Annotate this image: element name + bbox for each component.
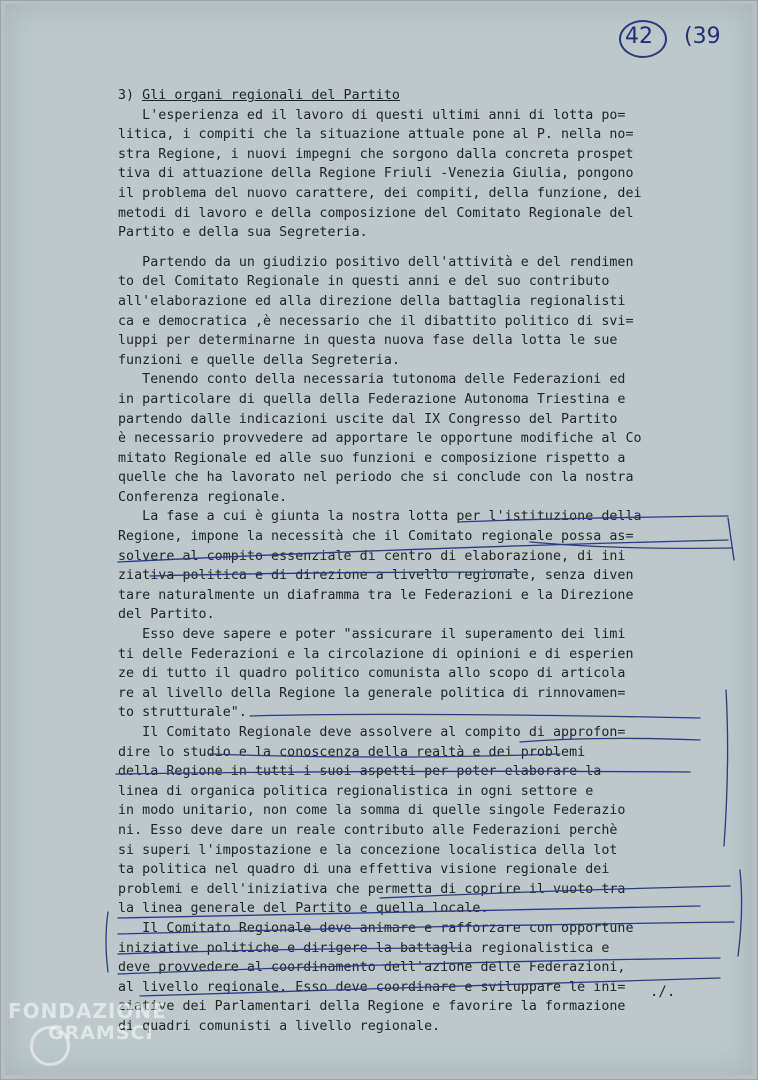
text-line: quelle che ha lavorato nel periodo che si conclude con la nostra [118,470,634,486]
text-line: metodi di lavoro e della composizione del Comitato Regionale del [118,205,634,221]
text-line: ca e democratica ,è necessario che il dibattito politico di svi= [118,313,634,329]
text-line: la linea generale del Partito e quella locale. [118,901,489,917]
text-line: partendo dalle indicazioni uscite dal IX Congresso del Partito [118,411,618,427]
text-line: ti delle Federazioni e la circolazione di opinioni e di esperien [118,646,634,662]
pen-underline [118,958,720,974]
pen-underline [380,886,730,898]
text-line: problemi e dell'iniziativa che permetta di coprire il vuoto tra [118,881,626,897]
text-line: Il Comitato Regionale deve animare e rafforzare con opportune [118,920,634,936]
text-line: litica, i compiti che la situazione attuale pone al P. nella no= [118,127,634,143]
text-line: stra Regione, i nuovi impegni che sorgono dalla concreta prospet [118,146,634,162]
text-line: in modo unitario, non come la somma di quelle singole Federazio [118,803,626,819]
text-line: è necessario provvedere ad apportare le opportune modifiche al Co [118,431,642,447]
text-line: linea di organica politica regionalistica in ogni settore e [118,783,594,799]
text-line: Partendo da un giudizio positivo dell'attività e del rendimen [118,254,634,270]
text-line: iniziative politiche e dirigere la battaglia regionalistica e [118,940,610,956]
text-line: Esso deve sapere e poter "assicurare il superamento dei limi [118,627,626,643]
heading-title: Gli organi regionali del Partito [142,88,400,103]
pen-underline [250,714,700,718]
watermark-logo-ring [30,1026,70,1066]
text-line: della Regione in tutti i suoi aspetti per poter elaborare la [118,764,602,780]
pen-underline [118,540,728,562]
pen-underline [116,771,690,774]
pen-underline [118,906,700,918]
text-line: Tenendo conto della necessaria tutonoma delle Federazioni ed [118,372,626,388]
text-line: si superi l'impostazione e la concezione localistica della lot [118,842,618,858]
text-line: L'esperienza ed il lavoro di questi ultimi anni di lotta po= [118,107,626,123]
text-line: Il Comitato Regionale deve assolvere al compito di approfon= [118,725,626,740]
pen-margin-line [724,690,728,846]
pen-underline [150,572,520,576]
watermark-line2: GRAMSCI [48,1022,154,1044]
text-line: deve provvedere al coordinamento dell'azione delle Federazioni, [118,960,626,976]
alternate-page-number: (39 [684,24,721,49]
text-line: ni. Esso deve dare un reale contributo alle Federazioni perchè [118,822,618,838]
pen-underline [210,754,560,757]
continuation-mark: ./. [650,984,676,1000]
text-line: luppi per determinarne in questa nuova fase della lotta le sue [118,333,618,349]
text-line: ziativa politica e di direzione a livello regionale, senza diven [118,568,634,584]
text-line: ta politica nel quadro di una effettiva visione regionale dei [118,862,610,878]
pen-underline [118,948,460,954]
text-line: Regione, impone la necessità che il Comitato regionale possa as= [118,529,634,545]
text-line: tiva di attuazione della Regione Friuli -Venezia Giulia, pongono [118,166,634,182]
pen-margin-line [106,912,108,972]
text-line: La fase a cui è giunta la nostra lotta per l'istituzione della [118,509,642,525]
pen-underline [118,922,734,934]
page-number-text: 42 [625,24,653,49]
text-line: al livello regionale. Esso deve coordinare e sviluppare le ini= [118,979,626,995]
text-line: funzioni e quelle della Segreteria. [118,352,400,368]
text-line: Conferenza regionale. [118,489,288,505]
pen-margin-line [738,870,742,956]
text-line: Partito e della sua Segreteria. [118,225,368,241]
pen-underline [728,518,734,560]
text-line: di quadri comunisti a livello regionale. [118,1018,441,1034]
pen-underline [520,738,700,742]
text-line: in particolare di quella della Federazione Autonoma Triestina e [118,391,626,407]
text-line: mitato Regionale ed alle suo funzioni e composizione rispetto a [118,450,626,466]
text-line: to strutturale". [118,705,247,721]
pen-underline [140,978,720,996]
text-line: ze di tutto il quadro politico comunista allo scopo di articola [118,666,626,682]
text-line: tare naturalmente un diaframma tra le Federazioni e la Direzione [118,587,634,603]
text-line: all'elaborazione ed alla direzione della battaglia regionalisti [118,293,626,309]
text-line: ziative dei Parlamentari della Regione e favorire la formazione [118,999,626,1015]
heading-number: 3) [118,88,143,103]
watermark-line1: FONDAZIONE [8,999,167,1023]
text-line: del Partito. [118,607,215,623]
text-line: il problema del nuovo carattere, dei compiti, della funzione, dei [118,185,642,201]
text-line: to del Comitato Regionale in questi anni e del suo contributo [118,274,610,290]
pen-underline [458,516,728,522]
text-line: solvere al compito essenziale di centro di elaborazione, di ini [118,548,626,564]
text-line: re al livello della Regione la generale politica di rinnovamen= [118,685,626,701]
text-line: dire lo studio e la conoscenza della realtà e dei problemi [118,744,586,760]
